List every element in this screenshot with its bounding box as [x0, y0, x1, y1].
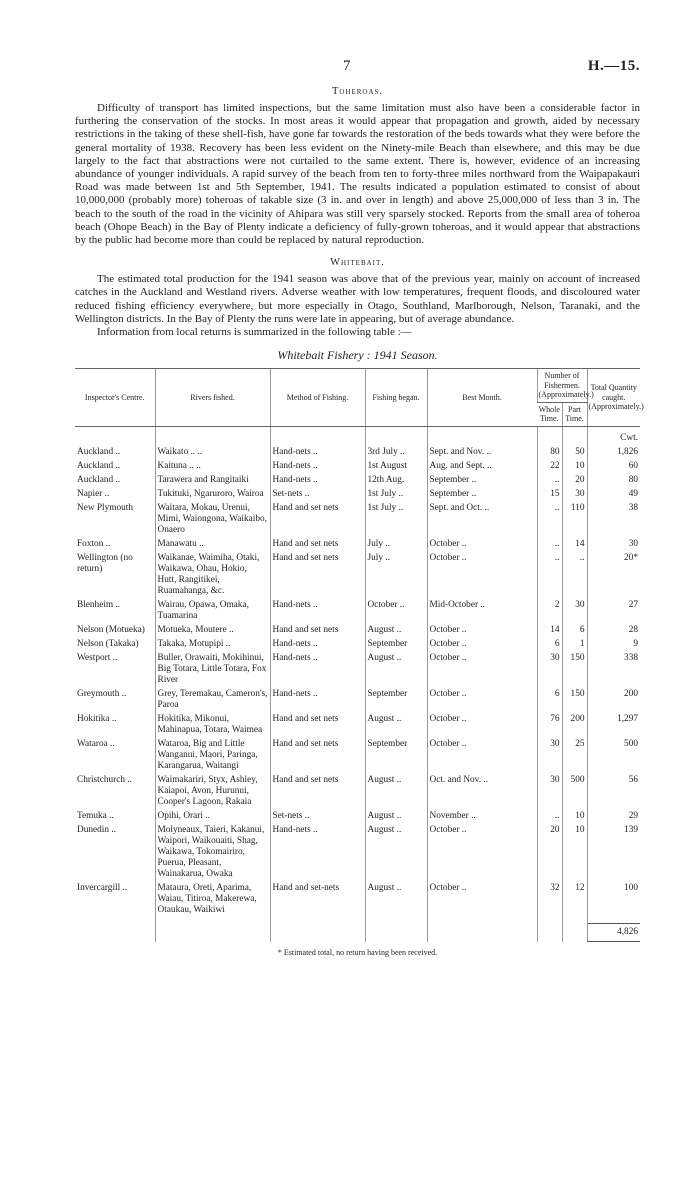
header-began: Fishing began.	[365, 369, 427, 427]
best-cell: October ..	[427, 550, 537, 597]
centre-cell: Temuka ..	[77, 810, 114, 821]
table-row	[75, 500, 640, 536]
whole-time-cell: ..	[537, 808, 562, 822]
part-time-cell: 10	[562, 458, 587, 472]
whole-time-cell: 30	[537, 650, 562, 686]
total-cell-value: 38	[587, 500, 640, 536]
began-cell: August ..	[365, 622, 427, 636]
centre-cell: Auckland ..	[77, 446, 121, 457]
table-row	[75, 622, 640, 636]
part-time-cell: 150	[562, 650, 587, 686]
whole-time-cell: 76	[537, 711, 562, 736]
whole-time-cell: 32	[537, 880, 562, 916]
total-cell-value: 139	[587, 822, 640, 880]
rivers-cell: Molyneaux, Taieri, Kakanui, Waipori, Waikouaiti, Shag, Waikawa, Tokomairiro, Puerua, Pleasant, Wainakarua, Owaka	[155, 822, 270, 880]
method-cell: Hand-nets ..	[270, 650, 365, 686]
header-part: Part Time.	[562, 402, 587, 426]
table-row	[75, 550, 640, 597]
best-cell: October ..	[427, 736, 537, 772]
toheroas-heading: Toheroas.	[331, 86, 384, 97]
table-row	[75, 822, 640, 880]
footnote: * Estimated total, no return having been received.	[277, 948, 438, 958]
rivers-cell: Wairau, Opawa, Omaka, Tuamarina	[155, 597, 270, 622]
rivers-cell: Waimakariri, Styx, Ashley, Kaiapoi, Avon, Hurunui, Cooper's Lagoon, Rakaia	[155, 772, 270, 808]
total-cell-value: 49	[587, 486, 640, 500]
part-time-cell: 12	[562, 880, 587, 916]
best-cell: September ..	[427, 472, 537, 486]
best-cell: October ..	[427, 622, 537, 636]
whole-time-cell: 6	[537, 686, 562, 711]
method-cell: Set-nets ..	[270, 808, 365, 822]
began-cell: September	[365, 686, 427, 711]
whitebait-paragraph: The estimated total production for the 1941 season was above that of the previous year, mainly on account of increased catches in the Auckland and Westland rivers. Adverse weather with low temperatures, frequent floods, and discoloured water reduced fishing efficiency everywhere, but more especially in Otago, Southland, Marlborough, Nelson, Taranaki, and the Wellington districts. In the Bay of Plenty the runs were late in appearing, but of average abundance.	[75, 273, 640, 325]
centre-cell: New Plymouth	[77, 502, 134, 513]
method-cell: Hand and set nets	[270, 622, 365, 636]
method-cell: Hand and set nets	[270, 500, 365, 536]
began-cell: September	[365, 636, 427, 650]
part-time-cell: 1	[562, 636, 587, 650]
centre-cell: Wellington (no return)	[77, 552, 133, 574]
rivers-cell: Grey, Teremakau, Cameron's, Paroa	[155, 686, 270, 711]
rivers-cell: Opihi, Orari ..	[155, 808, 270, 822]
centre-cell: Auckland ..	[77, 474, 121, 485]
table-row	[75, 486, 640, 500]
whole-time-cell: 6	[537, 636, 562, 650]
total-cell-value: 80	[587, 472, 640, 486]
whole-time-cell: ..	[537, 500, 562, 536]
part-time-cell: 150	[562, 686, 587, 711]
table-row	[75, 736, 640, 772]
whole-time-cell: 30	[537, 772, 562, 808]
total-cell-value: 60	[587, 458, 640, 472]
total-row	[75, 924, 640, 942]
centre-cell: Wataroa ..	[77, 738, 115, 749]
part-time-cell: 500	[562, 772, 587, 808]
began-cell: 1st July ..	[365, 500, 427, 536]
whitebait-heading: Whitebait.	[330, 257, 385, 269]
whitebait-intro: Information from local returns is summarized in the following table :—	[97, 326, 412, 339]
table-row	[75, 458, 640, 472]
centre-cell: Nelson (Takaka)	[77, 638, 139, 649]
header-fishermen: Number of Fishermen. (Approximately.)	[537, 369, 587, 403]
centre-cell: Westport ..	[77, 652, 118, 663]
table-row	[75, 808, 640, 822]
total-cell-value: 20*	[587, 550, 640, 597]
total-cell-value: 27	[587, 597, 640, 622]
total-cell-value: 29	[587, 808, 640, 822]
method-cell: Hand and set nets	[270, 772, 365, 808]
part-time-cell: 30	[562, 597, 587, 622]
total-cell-value: 200	[587, 686, 640, 711]
best-cell: November ..	[427, 808, 537, 822]
method-cell: Hand and set-nets	[270, 880, 365, 916]
began-cell: July ..	[365, 550, 427, 597]
whole-time-cell: 2	[537, 597, 562, 622]
best-cell: October ..	[427, 536, 537, 550]
best-cell: Sept. and Nov. ..	[427, 444, 537, 458]
whole-time-cell: 30	[537, 736, 562, 772]
table-row	[75, 711, 640, 736]
best-cell: October ..	[427, 650, 537, 686]
best-cell: October ..	[427, 711, 537, 736]
centre-cell: Auckland ..	[77, 460, 121, 471]
method-cell: Hand-nets ..	[270, 597, 365, 622]
began-cell: October ..	[365, 597, 427, 622]
total-cell-value: 30	[587, 536, 640, 550]
table-caption: Whitebait Fishery : 1941 Season.	[277, 348, 438, 363]
centre-cell: Christchurch ..	[77, 774, 132, 785]
total-cell-value: 9	[587, 636, 640, 650]
page-header	[75, 58, 640, 84]
part-time-cell: 10	[562, 808, 587, 822]
best-cell: Oct. and Nov. ..	[427, 772, 537, 808]
header-best: Best Month.	[427, 369, 537, 427]
whole-time-cell: ..	[537, 550, 562, 597]
method-cell: Hand-nets ..	[270, 444, 365, 458]
part-time-cell: 6	[562, 622, 587, 636]
document-reference: H.—15.	[587, 58, 640, 74]
method-cell: Hand-nets ..	[270, 822, 365, 880]
best-cell: Aug. and Sept. ..	[427, 458, 537, 472]
table-row	[75, 444, 640, 458]
part-time-cell: 10	[562, 822, 587, 880]
unit-row	[75, 426, 640, 444]
method-cell: Hand-nets ..	[270, 636, 365, 650]
whole-time-cell: ..	[537, 472, 562, 486]
centre-cell: Invercargill ..	[77, 882, 128, 893]
header-whole: Whole Time.	[537, 402, 562, 426]
centre-cell: Blenheim ..	[77, 599, 121, 610]
rivers-cell: Hokitika, Mikonui, Mahinapua, Totara, Waimea	[155, 711, 270, 736]
centre-cell: Greymouth ..	[77, 688, 127, 699]
centre-cell: Dunedin ..	[77, 824, 116, 835]
began-cell: August ..	[365, 772, 427, 808]
header-centre: Inspector's Centre.	[75, 369, 155, 427]
whole-time-cell: 22	[537, 458, 562, 472]
header-method: Method of Fishing.	[270, 369, 365, 427]
total-cell-value: 56	[587, 772, 640, 808]
method-cell: Hand-nets ..	[270, 686, 365, 711]
began-cell: 12th Aug.	[365, 472, 427, 486]
centre-cell: Nelson (Motueka)	[77, 624, 145, 635]
spacer-row	[75, 916, 640, 924]
part-time-cell: 25	[562, 736, 587, 772]
best-cell: October ..	[427, 636, 537, 650]
rivers-cell: Wataroa, Big and Little Wanganui, Maori, Paringa, Karangarua, Waitangi	[155, 736, 270, 772]
rivers-cell: Waikanae, Waimiha, Otaki, Waikawa, Ohau, Hokio, Hutt, Rangitikei, Ruamahanga, &c.	[155, 550, 270, 597]
best-cell: Sept. and Oct. ..	[427, 500, 537, 536]
began-cell: 1st August	[365, 458, 427, 472]
whole-time-cell: 80	[537, 444, 562, 458]
part-time-cell: 110	[562, 500, 587, 536]
best-cell: Mid-October ..	[427, 597, 537, 622]
began-cell: 1st July ..	[365, 486, 427, 500]
began-cell: July ..	[365, 536, 427, 550]
table-row	[75, 636, 640, 650]
began-cell: August ..	[365, 711, 427, 736]
part-time-cell: 50	[562, 444, 587, 458]
rivers-cell: Motueka, Moutere ..	[155, 622, 270, 636]
method-cell: Hand-nets ..	[270, 458, 365, 472]
grand-total: 4,826	[587, 924, 640, 942]
began-cell: August ..	[365, 808, 427, 822]
rivers-cell: Buller, Orawaiti, Mokihinui, Big Totara, Little Totara, Fox River	[155, 650, 270, 686]
method-cell: Hand and set nets	[270, 550, 365, 597]
rivers-cell: Kaituna .. ..	[155, 458, 270, 472]
table-body	[75, 426, 640, 916]
best-cell: October ..	[427, 880, 537, 916]
rivers-cell: Tukituki, Ngaruroro, Wairoa	[155, 486, 270, 500]
centre-cell: Napier ..	[77, 488, 110, 499]
total-cell-value: 100	[587, 880, 640, 916]
began-cell: August ..	[365, 822, 427, 880]
began-cell: August ..	[365, 650, 427, 686]
toheroas-paragraph: Difficulty of transport has limited inspections, but the same limitation must also have been a considerable factor in furthering the conservation of the stocks. In most areas it would appear that propagation and growth, aided by necessary restrictions in the taking of these shell-fish, have gone far towards the restoration of the beds towards what they were before the general mortality of 1938. Recovery has been less evident on the Ninety-mile Beach than elsewhere, and this may be due largely to the fact that abstractions were not curtailed to the same extent. There is, however, evidence of an increasing abundance of younger individuals. A rapid survey of the beach from ten to forty-three miles northward from the Waipapakauri Road was made between 1st and 5th September, 1941. The results indicated a population estimated to consist of about 10,000,000 (probably more) toheroas of takable size (3 in. and over in length) and above 25,000,000 of less than 3 in. The beach to the south of the road in the vicinity of Ahipara was still very sparsely stocked. Reports from the small area of toheroa beach (Ohope Beach) in the Bay of Plenty indicate a deficiency of fully-grown toheroas, and it would appear that abstractions by the public had become more than could be replaced by natural reproduction.	[75, 102, 640, 247]
rivers-cell: Tarawera and Rangitaiki	[155, 472, 270, 486]
table-row	[75, 597, 640, 622]
whole-time-cell: 15	[537, 486, 562, 500]
total-cell-value: 1,826	[587, 444, 640, 458]
centre-cell: Foxton ..	[77, 538, 111, 549]
table-row	[75, 880, 640, 916]
best-cell: October ..	[427, 822, 537, 880]
whitebait-table	[75, 368, 644, 942]
rivers-cell: Waitara, Mokau, Urenui, Mimi, Waiongona, Waikaibo, Onaero	[155, 500, 270, 536]
page-number: 7	[343, 58, 351, 74]
began-cell: August ..	[365, 880, 427, 916]
part-time-cell: 200	[562, 711, 587, 736]
method-cell: Hand and set nets	[270, 711, 365, 736]
method-cell: Hand-nets ..	[270, 472, 365, 486]
began-cell: September	[365, 736, 427, 772]
centre-cell: Hokitika ..	[77, 713, 117, 724]
part-time-cell: ..	[562, 550, 587, 597]
method-cell: Set-nets ..	[270, 486, 365, 500]
whole-time-cell: 14	[537, 622, 562, 636]
part-time-cell: 20	[562, 472, 587, 486]
began-cell: 3rd July ..	[365, 444, 427, 458]
whole-time-cell: ..	[537, 536, 562, 550]
method-cell: Hand and set nets	[270, 536, 365, 550]
rivers-cell: Takaka, Motupipi ..	[155, 636, 270, 650]
header-total: Total Quantity caught. (Approximately.)	[587, 369, 640, 427]
best-cell: September ..	[427, 486, 537, 500]
rivers-cell: Waikato .. ..	[155, 444, 270, 458]
table-row	[75, 472, 640, 486]
whole-time-cell: 20	[537, 822, 562, 880]
table-row	[75, 772, 640, 808]
header-rivers: Rivers fished.	[155, 369, 270, 427]
part-time-cell: 14	[562, 536, 587, 550]
best-cell: October ..	[427, 686, 537, 711]
rivers-cell: Mataura, Oreti, Aparima, Waiau, Titiroa, Makerewa, Otaukau, Waikiwi	[155, 880, 270, 916]
total-cell-value: 500	[587, 736, 640, 772]
table-row	[75, 650, 640, 686]
unit-label: Cwt.	[587, 426, 640, 444]
table-row	[75, 536, 640, 550]
total-cell-value: 28	[587, 622, 640, 636]
method-cell: Hand and set nets	[270, 736, 365, 772]
total-cell-value: 338	[587, 650, 640, 686]
total-cell-value: 1,297	[587, 711, 640, 736]
table-row	[75, 686, 640, 711]
part-time-cell: 30	[562, 486, 587, 500]
rivers-cell: Manawatu ..	[155, 536, 270, 550]
page	[75, 58, 644, 958]
